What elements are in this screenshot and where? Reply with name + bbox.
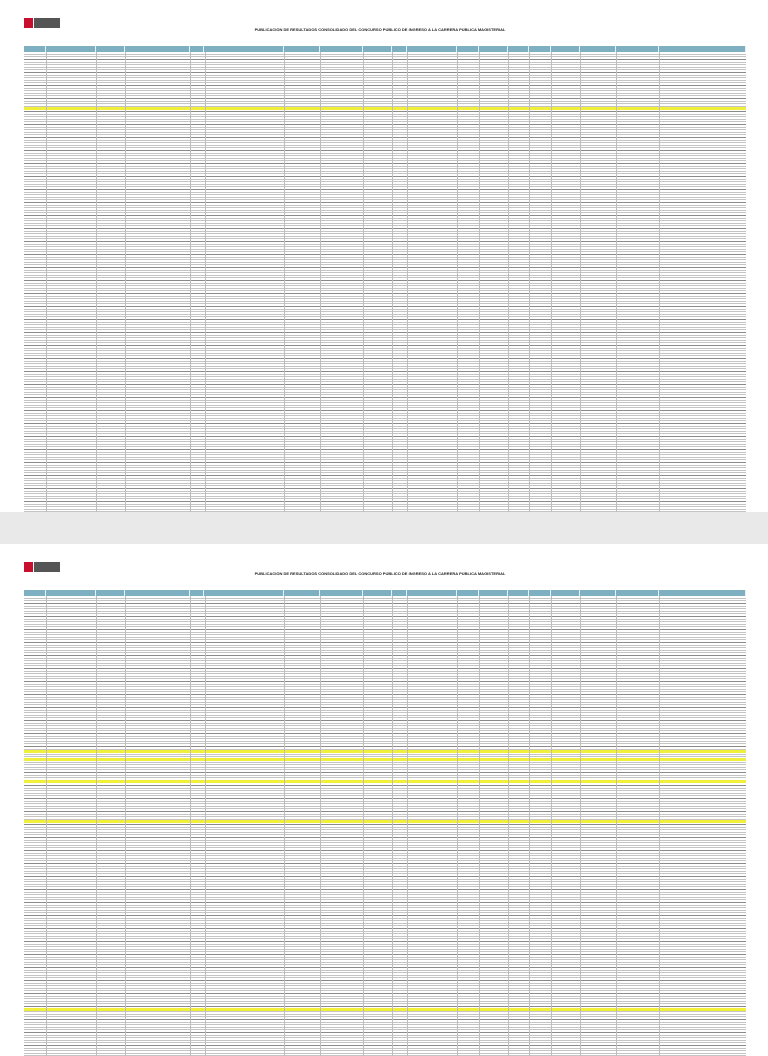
- results-table: [24, 46, 746, 512]
- column-divider: [580, 52, 581, 512]
- highlighted-row: [24, 820, 746, 823]
- column-divider: [407, 52, 408, 512]
- document-page-2: [0, 544, 768, 1056]
- highlighted-row: [24, 758, 746, 761]
- column-divider: [284, 52, 285, 512]
- institution-logo: [24, 18, 60, 28]
- column-divider: [508, 52, 509, 512]
- column-divider: [320, 596, 321, 1056]
- column-divider: [46, 596, 47, 1056]
- institution-logo: [24, 562, 60, 572]
- highlighted-row: [24, 750, 746, 753]
- column-divider: [125, 596, 126, 1056]
- column-divider: [125, 52, 126, 512]
- column-divider: [457, 52, 458, 512]
- column-divider: [616, 596, 617, 1056]
- column-divider: [363, 596, 364, 1056]
- column-divider: [205, 52, 206, 512]
- column-divider: [508, 596, 509, 1056]
- column-divider: [659, 596, 660, 1056]
- column-divider: [659, 52, 660, 512]
- column-divider: [190, 596, 191, 1056]
- highlighted-row: [24, 780, 746, 783]
- page-title: PUBLICACIÓN DE RESULTADOS CONSOLIDADO DEL CONCURSO PÚBLICO DE INGRESO A LA CARRERA PÚBLICA MAGISTERIAL: [254, 572, 506, 576]
- table-rows: [24, 596, 746, 1056]
- column-divider: [392, 52, 393, 512]
- column-divider: [580, 596, 581, 1056]
- results-table: [24, 590, 746, 1056]
- column-divider: [551, 596, 552, 1056]
- column-divider: [479, 596, 480, 1056]
- column-divider: [479, 52, 480, 512]
- page-title: PUBLICACIÓN DE RESULTADOS CONSOLIDADO DEL CONCURSO PÚBLICO DE INGRESO A LA CARRERA PÚBLICA MAGISTERIAL: [254, 28, 506, 32]
- column-divider: [551, 52, 552, 512]
- column-divider: [46, 52, 47, 512]
- column-divider: [457, 596, 458, 1056]
- column-divider: [363, 52, 364, 512]
- column-divider: [284, 596, 285, 1056]
- column-divider: [96, 596, 97, 1056]
- document-page-1: [0, 0, 768, 512]
- highlighted-row: [24, 107, 746, 110]
- page-separator: [0, 512, 768, 544]
- column-divider: [616, 52, 617, 512]
- highlighted-row: [24, 1008, 746, 1011]
- column-divider: [205, 596, 206, 1056]
- column-divider: [392, 596, 393, 1056]
- column-divider: [529, 52, 530, 512]
- column-divider: [407, 596, 408, 1056]
- column-divider: [96, 52, 97, 512]
- column-divider: [529, 596, 530, 1056]
- table-rows: [24, 52, 746, 512]
- column-divider: [190, 52, 191, 512]
- column-divider: [320, 52, 321, 512]
